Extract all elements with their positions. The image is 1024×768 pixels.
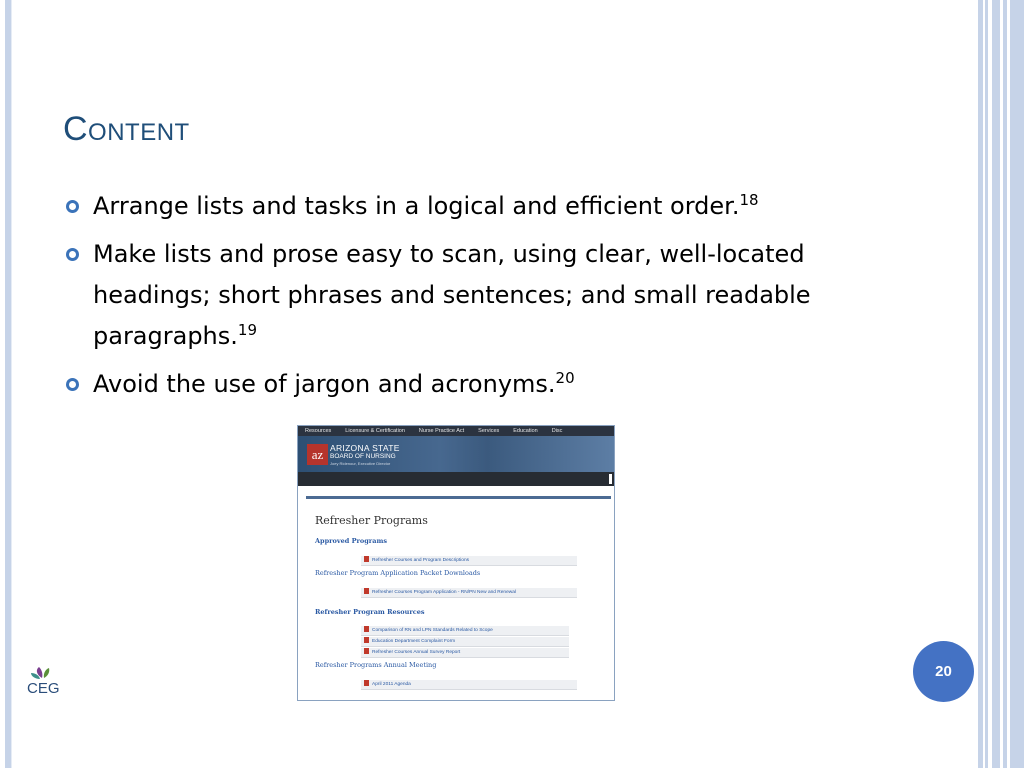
- website-page-title: Refresher Programs: [315, 514, 428, 527]
- bullet-item: [66, 234, 866, 357]
- link-row: Refresher Courses Program Application - RN/PN New and Renewal: [361, 588, 577, 598]
- website-rule: [306, 496, 611, 499]
- nav-item: Services: [478, 428, 500, 434]
- bullet-list: [66, 186, 866, 412]
- bullet-icon: [66, 200, 79, 213]
- bullet-item: [66, 364, 866, 405]
- nav-item: Disc: [551, 428, 563, 434]
- footnote-ref: 19: [237, 321, 257, 339]
- left-frame-line: [11, 0, 12, 768]
- website-banner: [298, 436, 614, 472]
- pdf-icon: [364, 588, 369, 594]
- nav-item: Nurse Practice Act: [418, 428, 465, 434]
- nav-item: Resources: [305, 428, 332, 434]
- az-logo: az: [307, 444, 328, 465]
- bullet-icon: [66, 378, 79, 391]
- bullet-text: Make lists and prose easy to scan, using clear, well-located headings; short phrases and sentences; and small readable paragraphs.: [93, 240, 811, 350]
- org-director: Joey Ridenour, Executive Director: [330, 461, 391, 466]
- bullet-text: Arrange lists and tasks in a logical and efficient order.: [93, 192, 740, 220]
- pdf-icon: [364, 680, 369, 686]
- bullet-item: [66, 186, 866, 227]
- bullet-icon: [66, 248, 79, 261]
- slide-title: Content: [63, 110, 190, 148]
- pdf-icon: [364, 556, 369, 562]
- ceg-logo-text: CEG: [27, 680, 60, 697]
- pdf-icon: [364, 637, 369, 643]
- link-row: Education Department Complaint Form: [361, 637, 569, 647]
- link-row: Refresher Courses Annual Survey Report: [361, 648, 569, 658]
- org-name-line1: ARIZONA STATE: [330, 443, 400, 453]
- link-row: Refresher Courses and Program Descriptions: [361, 556, 577, 566]
- nav-item: Licensure & Certification: [345, 428, 405, 434]
- bullet-text: Avoid the use of jargon and acronyms.: [93, 370, 556, 398]
- pdf-icon: [364, 626, 369, 632]
- embedded-website-screenshot: [297, 425, 615, 701]
- right-frame-border: [978, 0, 1024, 768]
- footnote-ref: 20: [555, 369, 575, 387]
- footnote-ref: 18: [739, 191, 759, 209]
- packet-heading: Refresher Program Application Packet Downloads: [315, 569, 481, 577]
- website-nav-bar: [298, 426, 614, 436]
- pdf-icon: [364, 648, 369, 654]
- org-name-line2: BOARD OF NURSING: [330, 453, 396, 460]
- resources-heading: Refresher Program Resources: [315, 608, 425, 616]
- link-row: April 2011 Agenda: [361, 680, 577, 690]
- link-row: Comparison of RN and LPN Standards Related to Scope: [361, 626, 569, 636]
- website-dark-bar: [298, 472, 614, 486]
- meeting-heading: Refresher Programs Annual Meeting: [315, 661, 437, 669]
- approved-heading: Approved Programs: [315, 537, 387, 545]
- page-number-badge: 20: [913, 641, 974, 702]
- nav-item: Education: [513, 428, 538, 434]
